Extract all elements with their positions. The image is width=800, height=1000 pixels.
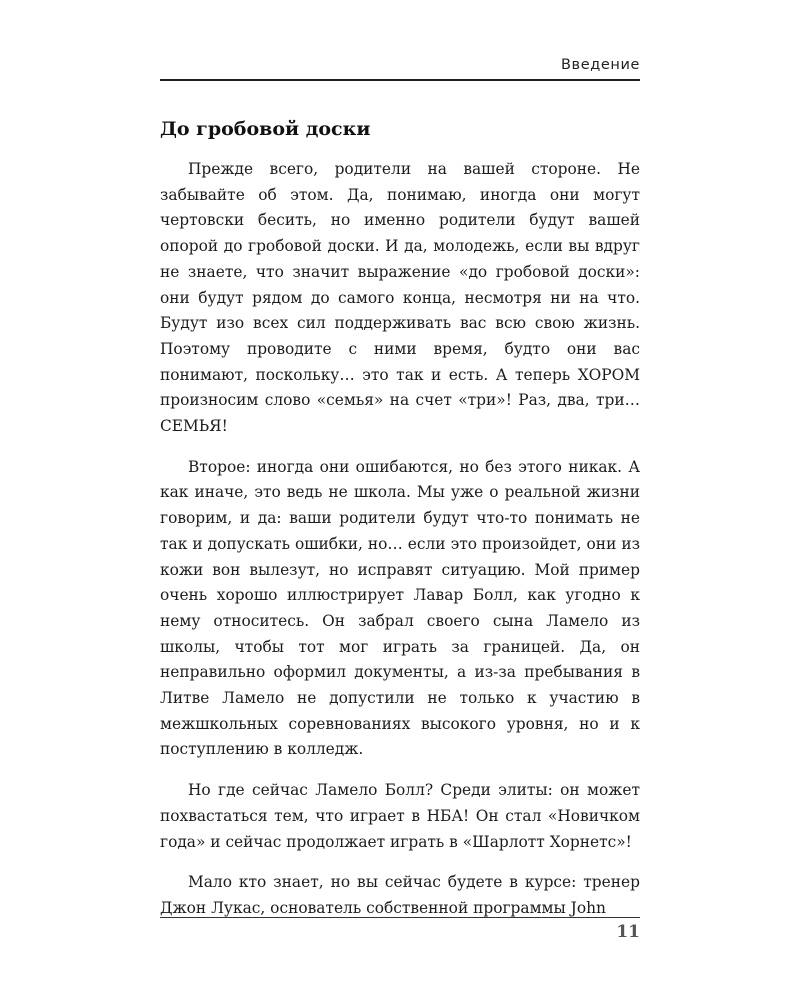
book-page [160, 0, 640, 1000]
section-title: До гробовой доски [160, 118, 371, 140]
paragraph-1: Прежде всего, родители на вашей стороне. Не забывайте об этом. Да, понимаю, иногда они могут чертовски бесить, но именно родители будут вашей опорой до гробовой доски. И да, молодежь, если вы вдруг не знаете, что значит выражение «до гробовой доски»: они будут рядом до самого конца, несмотря ни на что. Будут изо всех сил поддерживать вас всю свою жизнь. Поэтому проводите с ними время, будто они вас понимают, поскольку… это так и есть. А теперь ХОРОМ произносим слово «семья» на счет «три»! Раз, два, три… СЕМЬЯ! [160, 160, 640, 436]
running-head: Введение [561, 57, 640, 73]
body-text [160, 157, 640, 937]
paragraph-2: Второе: иногда они ошибаются, но без этого никак. А как иначе, это ведь не школа. Мы уже о реальной жизни говорим, и да: ваши родители будут что-то понимать не так и допускать ошибки, но… если это произойдет, они из кожи вон вылезут, но исправят ситуацию. Мой пример очень хорошо иллюстрирует Лавар Болл, как угодно к нему относитесь. Он забрал своего сына Ламело из школы, чтобы тот мог играть за границей. Да, он неправильно оформил документы, а из-за пребывания в Литве Ламело не допустили не только к участию в межшкольных соревнованиях высокого уровня, но и к поступлению в колледж. [160, 457, 640, 759]
header-divider [160, 79, 640, 81]
footer-divider [160, 917, 640, 918]
paragraph-4: Мало кто знает, но вы сейчас будете в курсе: тренер Джон Лукас, основатель собственной программы John [160, 873, 640, 917]
paragraph-3: Но где сейчас Ламело Болл? Среди элиты: он может похвастаться тем, что играет в НБА! Он стал «Новичком года» и сейчас продолжает играть в «Шарлотт Хорнетс»! [160, 781, 640, 851]
page-number: 11 [616, 922, 640, 942]
